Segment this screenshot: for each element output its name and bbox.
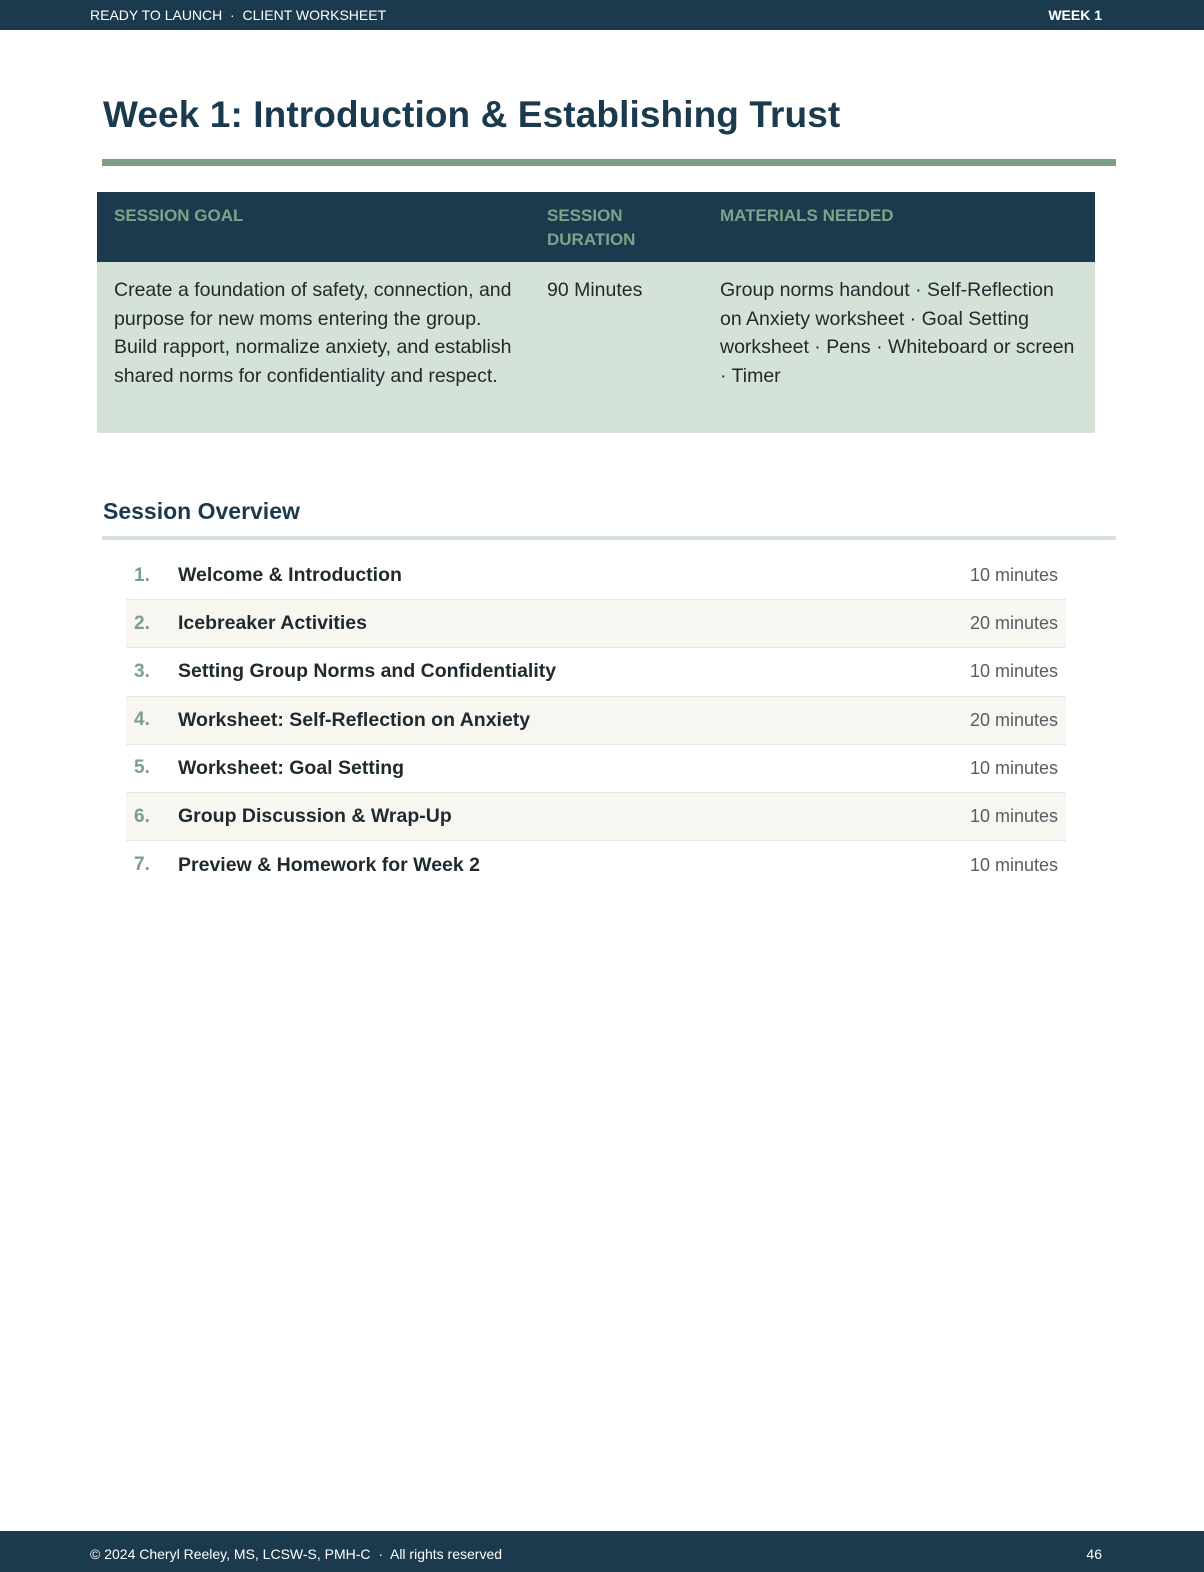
session-info-header-row — [97, 192, 1095, 262]
copyright-text: © 2024 Cheryl Reeley, MS, LCSW-S, PMH-C · All rights reserved — [90, 1545, 503, 1562]
overview-item-title: Worksheet: Goal Setting — [178, 756, 405, 779]
overview-item — [126, 600, 1066, 648]
materials-needed-header: MATERIALS NEEDED — [703, 192, 1095, 262]
overview-item-number: 4. — [134, 709, 150, 731]
session-info-table — [97, 192, 1095, 433]
session-overview-list — [126, 552, 1066, 889]
session-goal-header: SESSION GOAL — [97, 192, 530, 262]
overview-item-title: Group Discussion & Wrap-Up — [178, 805, 452, 828]
overview-item-title: Setting Group Norms and Confidentiality — [178, 660, 557, 683]
header-week-label: WEEK 1 — [1048, 7, 1102, 23]
overview-item — [126, 552, 1066, 600]
materials-list: Group norms handout · Self-Reflection on Anxiety worksheet · Goal Setting worksheet · Pens · Whiteboard or screen · Timer — [703, 262, 1095, 433]
session-duration-header: SESSION DURATION — [530, 192, 703, 262]
overview-item — [126, 648, 1066, 696]
page-header-bar — [0, 0, 1204, 30]
session-info-row — [97, 262, 1095, 433]
overview-item-duration: 10 minutes — [969, 854, 1058, 875]
overview-item — [126, 697, 1066, 745]
overview-item-title: Welcome & Introduction — [178, 564, 402, 587]
overview-item-title: Icebreaker Activities — [178, 612, 367, 635]
overview-item-number: 7. — [134, 854, 150, 876]
overview-item-title: Preview & Homework for Week 2 — [178, 853, 481, 876]
overview-item-duration: 20 minutes — [969, 709, 1058, 730]
overview-item-duration: 10 minutes — [969, 565, 1058, 586]
section-divider — [102, 536, 1116, 540]
page-footer-bar — [0, 1531, 1204, 1572]
overview-item-duration: 20 minutes — [969, 613, 1058, 634]
overview-item — [126, 793, 1066, 841]
overview-item — [126, 841, 1066, 889]
header-doc-label: READY TO LAUNCH · CLIENT WORKSHEET — [90, 7, 387, 23]
overview-item-number: 2. — [134, 612, 150, 634]
overview-item-number: 5. — [134, 757, 150, 779]
overview-item-duration: 10 minutes — [969, 806, 1058, 827]
overview-item-number: 6. — [134, 805, 150, 827]
page-number: 46 — [1086, 1545, 1102, 1562]
overview-item-duration: 10 minutes — [969, 757, 1058, 778]
overview-item-title: Worksheet: Self-Reflection on Anxiety — [178, 708, 531, 731]
overview-item-number: 3. — [134, 660, 150, 682]
section-title-overview: Session Overview — [103, 498, 300, 524]
title-divider — [102, 159, 1116, 166]
session-duration-value: 90 Minutes — [530, 262, 703, 433]
overview-item-number: 1. — [134, 564, 150, 586]
overview-item-duration: 10 minutes — [969, 661, 1058, 682]
session-goal-text: Create a foundation of safety, connection, and purpose for new moms entering the group. Build rapport, normalize anxiety, and establish shared norms for confidentiality and respect. — [97, 262, 530, 433]
overview-item — [126, 745, 1066, 793]
page-title: Week 1: Introduction & Establishing Trust — [103, 94, 841, 135]
